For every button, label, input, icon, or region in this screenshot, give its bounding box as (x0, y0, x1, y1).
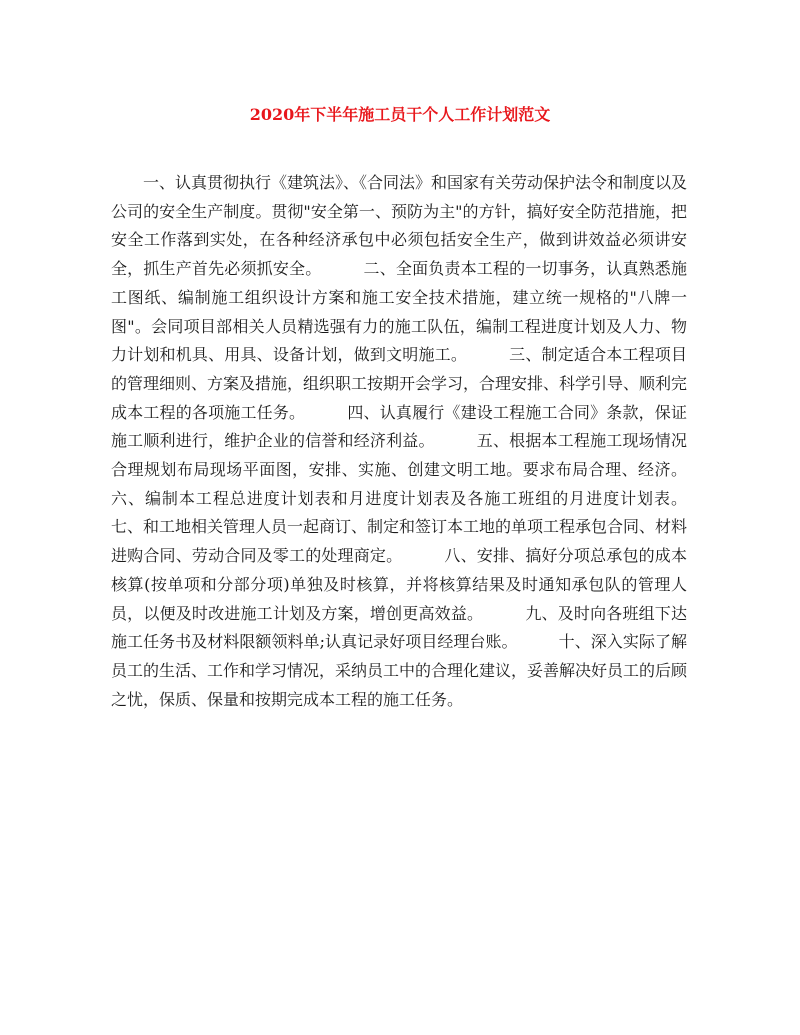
document-title: 2020年下半年施工员干个人工作计划范文 (249, 105, 551, 124)
document-body: 一、认真贯彻执行《建筑法》、《合同法》和国家有关劳动保护法令和制度以及公司的安全生产制度。贯彻"安全第一、预防为主"的方针，搞好安全防范措施，把安全工作落到实处，在各种经济承包中必须包括安全生产，做到讲效益必须讲安全，抓生产首先必须抓安全。 二、全面负责本工程的一切事务，认真熟悉施工图纸、编制施工组织设计方案和施工安全技术措施，建立统一规格的"八牌一图"。会同项目部相关人员精选强有力的施工队伍，编制工程进度计划及人力、物力计划和机具、用具、设备计划，做到文明施工。 三、制定适合本工程项目的管理细则、方案及措施，组织职工按期开会学习，合理安排、科学引导、顺利完成本工程的各项施工任务。 四、认真履行《建设工程施工合同》条款，保证施工顺利进行，维护企业的信誉和经济利益。 五、根据本工程施工现场情况合理规划布局现场平面图，安排、实施、创建文明工地。要求布局合理、经济。 六、编制本工程总进度计划表和月进度计划表及各施工班组的月进度计划表。 七、和工地相关管理人员一起商订、制定和签订本工地的单项工程承包合同、材料进购合同、劳动合同及零工的处理商定。 八、安排、搞好分项总承包的成本核算(按单项和分部分项)单独及时核算，并将核算结果及时通知承包队的管理人员，以便及时改进施工计划及方案，增创更高效益。 九、及时向各班组下达施工任务书及材料限额领料单;认真记录好项目经理台账。 十、深入实际了解员工的生活、工作和学习情况，采纳员工中的合理化建议，妥善解决好员工的后顾之忧，保质、保量和按期完成本工程的施工任务。 (111, 173, 728, 709)
